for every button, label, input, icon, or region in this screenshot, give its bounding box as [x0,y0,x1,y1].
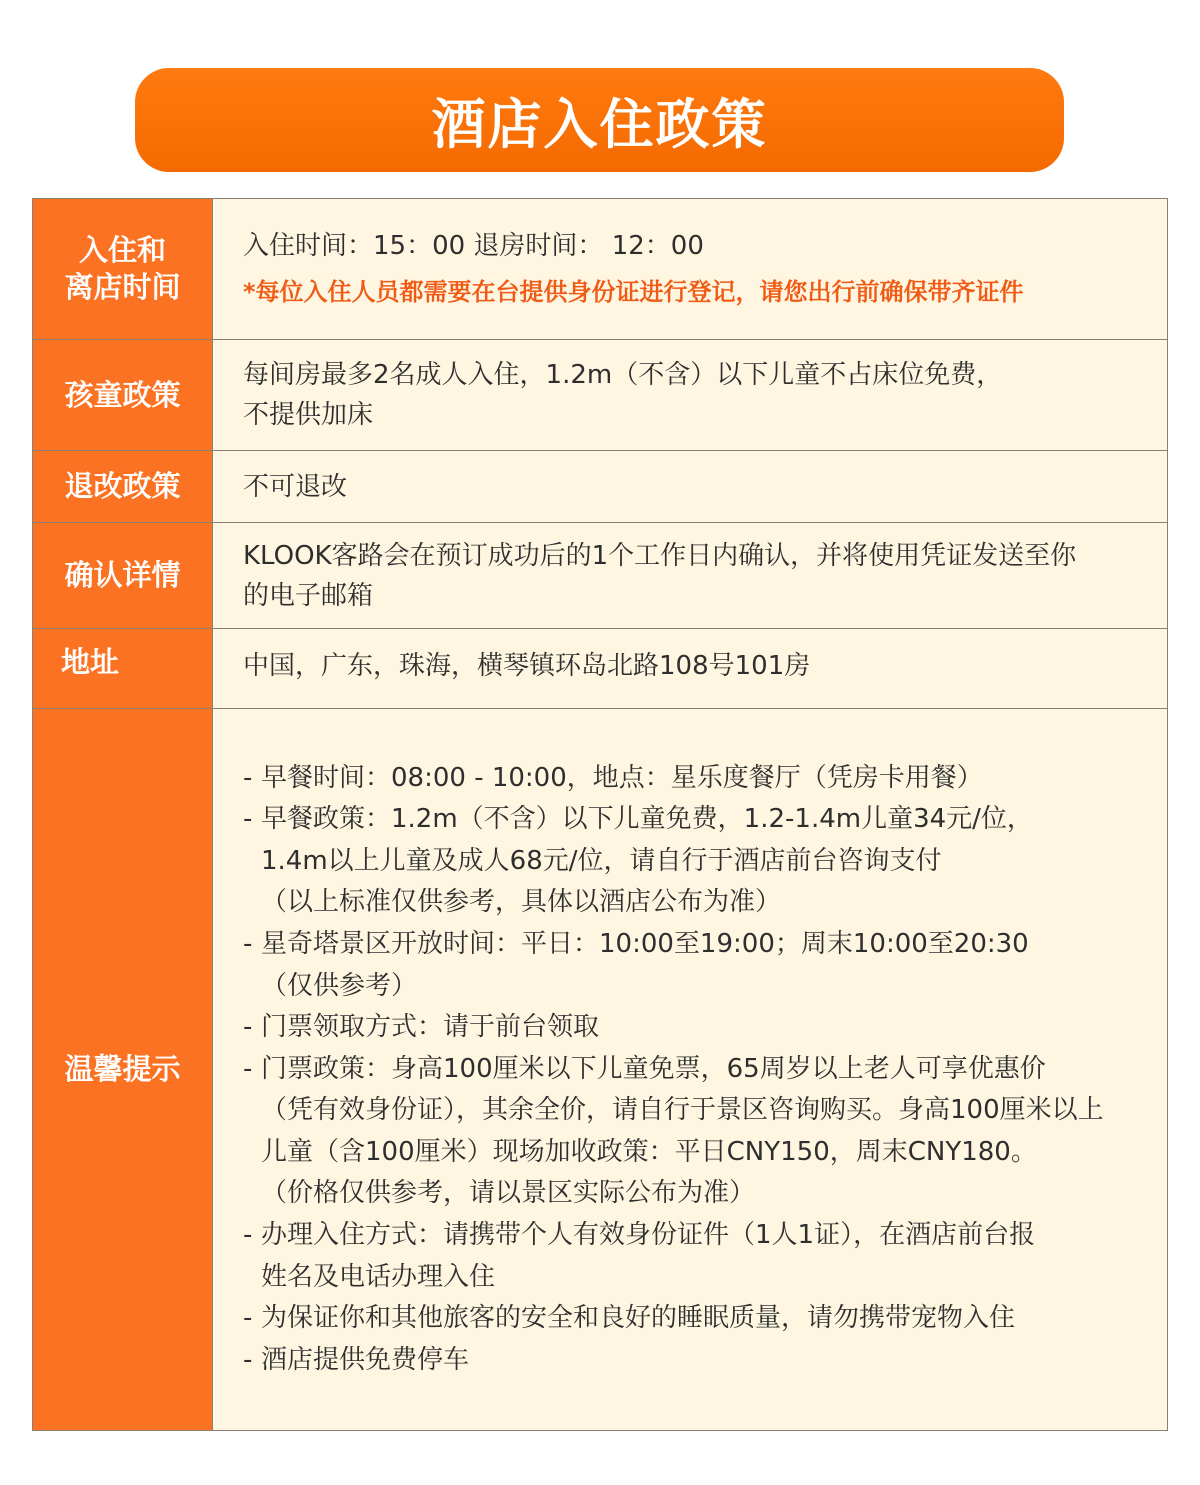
row-label-tips: 温馨提示 [33,709,213,1430]
row-label-confirm: 确认详情 [33,523,213,628]
tip-item [243,1049,1147,1215]
tip-text: 门票政策：身高100厘米以下儿童免票，65周岁以上老人可享优惠价 （凭有效身份证），其余全价，请自行于景区咨询购买。身高100厘米以上 儿童（含100厘米）现场加收政策：平日CNY150，周末CNY180。 （价格仅供参考，请以景区实际公布为准） [261,1053,1104,1209]
row-checkin-checkout [33,199,1167,340]
confirm-line: 的电子邮箱 [243,580,374,611]
tip-item [243,799,1147,924]
row-label-refund: 退改政策 [33,451,213,522]
row-content-tips [213,709,1167,1430]
tip-item [243,1007,1147,1049]
tip-text: 早餐政策：1.2m（不含）以下儿童免费，1.2-1.4m儿童34元/位， 1.4m以上儿童及成人68元/位，请自行于酒店前台咨询支付 （以上标准仅供参考，具体以酒店公布为准） [261,804,1033,918]
tip-text: 门票领取方式：请于前台领取 [261,1012,600,1043]
tip-text: 早餐时间：08:00 - 10:00，地点：星乐度餐厅（凭房卡用餐） [261,762,983,793]
checkin-times: 入住时间：15：00 退房时间： 12：00 [243,231,704,261]
children-policy-line: 不提供加床 [243,400,374,430]
tip-text: 为保证你和其他旅客的安全和良好的睡眠质量，请勿携带宠物入住 [261,1303,1016,1334]
id-warning: *每位入住人员都需要在台提供身份证进行登记，请您出行前确保带齐证件 [243,278,1024,306]
tip-text: 酒店提供免费停车 [261,1344,470,1375]
refund-policy-text: 不可退改 [243,471,348,502]
row-label-address: 地址 [33,629,213,708]
row-content-checkin [213,199,1167,339]
dash-bullet: - [243,1012,253,1043]
row-tips [33,709,1167,1430]
row-content-refund [213,451,1167,522]
row-address [33,629,1167,709]
policy-table [32,198,1168,1431]
dash-bullet: - [243,1220,253,1251]
title-banner [135,68,1064,172]
children-policy-line: 每间房最多2名成人入住，1.2m（不含）以下儿童不占床位免费， [243,360,1003,390]
tip-item [243,1298,1147,1340]
row-children-policy [33,340,1167,451]
dash-bullet: - [243,928,253,959]
dash-bullet: - [243,762,253,793]
tip-text: 星奇塔景区开放时间：平日：10:00至19:00；周末10:00至20:30 （仅供参考） [261,928,1029,1001]
tip-item [243,924,1147,1007]
row-refund-policy [33,451,1167,523]
tip-item [243,758,1147,800]
row-content-address [213,629,1167,708]
dash-bullet: - [243,1344,253,1375]
tip-text: 办理入住方式：请携带个人有效身份证件（1人1证），在酒店前台报 姓名及电话办理入住 [261,1220,1036,1292]
dash-bullet: - [243,1053,253,1084]
dash-bullet: - [243,804,253,835]
confirm-line: KLOOK客路会在预订成功后的1个工作日内确认，并将使用凭证发送至你 [243,540,1077,571]
dash-bullet: - [243,1303,253,1334]
row-label-children: 孩童政策 [33,340,213,450]
row-content-children [213,340,1167,450]
row-confirmation [33,523,1167,629]
address-text: 中国，广东，珠海，横琴镇环岛北路108号101房 [243,650,811,681]
row-label-checkin: 入住和 离店时间 [33,199,213,339]
tip-item [243,1215,1147,1298]
page-title: 酒店入住政策 [431,92,768,156]
tip-item [243,1340,1147,1382]
row-content-confirm [213,523,1167,628]
